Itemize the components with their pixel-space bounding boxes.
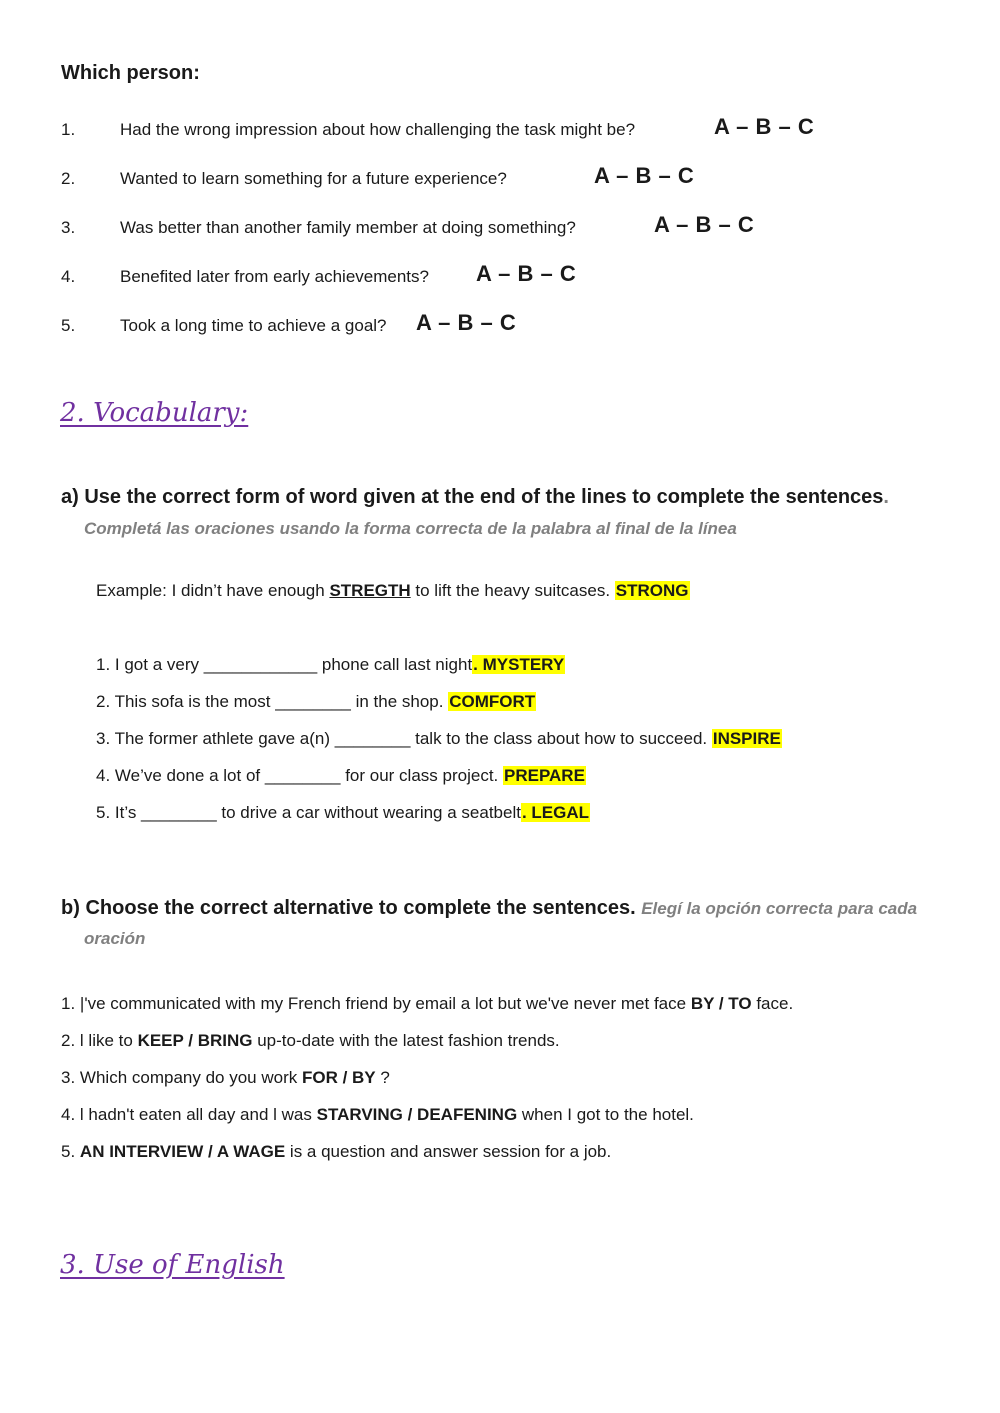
part-b-subtitle-continued: oración — [84, 929, 146, 948]
question-number: 1. — [61, 120, 76, 139]
example-answer: STREGTH — [329, 581, 411, 600]
example-prefix: Example: I didn’t have enough — [96, 581, 330, 600]
list-item[interactable] — [61, 994, 793, 1014]
section-heading-vocabulary: 2. Vocabulary: — [60, 398, 249, 428]
choice-options[interactable]: AN INTERVIEW / A WAGE — [79, 1142, 286, 1161]
keyword-highlight: . MYSTERY — [473, 655, 565, 674]
keyword-highlight: . LEGAL — [521, 803, 590, 822]
item-number: 1. — [61, 994, 76, 1013]
sentence-end: up-to-date with the latest fashion trends. — [252, 1031, 560, 1050]
sentence-text: 5. It’s ________ to drive a car without wearing a seatbelt — [96, 803, 521, 822]
question-number: 2. — [61, 169, 76, 188]
question-text: Was better than another family member at doing something? — [120, 218, 576, 237]
list-item[interactable] — [96, 766, 586, 786]
sentence-text: 1. I got a very ____________ phone call last night — [96, 655, 473, 674]
part-label: a) — [61, 486, 79, 508]
instruction-text: Use the correct form of word given at the end of the lines to complete the sentences — [84, 486, 884, 508]
part-b-subtitle: Elegí la opción correcta para cada — [641, 899, 918, 918]
instruction-period: . — [883, 486, 889, 508]
sentence-end: ? — [375, 1068, 390, 1087]
answer-options[interactable]: A – B – C — [654, 212, 755, 237]
keyword-highlight: STRONG — [615, 581, 689, 600]
question-text: Wanted to learn something for a future experience? — [120, 169, 507, 188]
section-heading-use-of-english: 3. Use of English — [60, 1250, 285, 1280]
answer-options[interactable]: A – B – C — [416, 310, 517, 335]
question-text: Had the wrong impression about how challenging the task might be? — [120, 120, 636, 139]
question-number: 5. — [61, 316, 76, 335]
example-line — [96, 581, 690, 601]
keyword-highlight: COMFORT — [449, 692, 536, 711]
list-item[interactable] — [61, 1068, 390, 1088]
question-number: 4. — [61, 267, 76, 286]
part-label: b) — [61, 897, 80, 919]
sentence-start: l like to — [79, 1031, 138, 1050]
sentence-end: face. — [751, 994, 794, 1013]
choice-options[interactable]: FOR / BY — [301, 1068, 376, 1087]
sentence-start: |'ve communicated with my French friend by email a lot but we've never met face — [79, 994, 691, 1013]
item-number: 5. — [61, 1142, 76, 1161]
list-item[interactable] — [96, 655, 565, 675]
answer-options[interactable]: A – B – C — [594, 163, 695, 188]
sentence-text: 4. We’ve done a lot of ________ for our class project. — [96, 766, 503, 785]
question-number: 3. — [61, 218, 76, 237]
item-number: 3. — [61, 1068, 76, 1087]
list-item[interactable] — [96, 803, 590, 823]
list-item[interactable] — [61, 1031, 560, 1051]
item-number: 2. — [61, 1031, 76, 1050]
question-text: Benefited later from early achievements? — [120, 267, 429, 286]
list-item[interactable] — [96, 692, 536, 712]
keyword-highlight: INSPIRE — [712, 729, 781, 748]
part-a-instruction — [61, 486, 889, 509]
sentence-start: l hadn't eaten all day and l was — [79, 1105, 317, 1124]
list-item[interactable] — [61, 1142, 611, 1162]
question-text: Took a long time to achieve a goal? — [120, 316, 387, 335]
instruction-text: Choose the correct alternative to complete the sentences. — [85, 897, 636, 919]
list-item[interactable] — [96, 729, 782, 749]
choice-options[interactable]: STARVING / DEAFENING — [316, 1105, 518, 1124]
item-number: 4. — [61, 1105, 76, 1124]
part-b-instruction — [61, 897, 917, 920]
example-suffix: to lift the heavy suitcases. — [410, 581, 615, 600]
sentence-end: is a question and answer session for a job. — [285, 1142, 612, 1161]
answer-options[interactable]: A – B – C — [476, 261, 577, 286]
sentence-start: Which company do you work — [79, 1068, 302, 1087]
list-item[interactable] — [61, 1105, 694, 1125]
answer-options[interactable]: A – B – C — [714, 114, 815, 139]
section-title-which-person: Which person: — [61, 62, 200, 84]
part-a-subtitle: Completá las oraciones usando la forma correcta de la palabra al final de la línea — [84, 519, 737, 538]
sentence-text: 2. This sofa is the most ________ in the shop. — [96, 692, 449, 711]
choice-options[interactable]: BY / TO — [690, 994, 752, 1013]
choice-options[interactable]: KEEP / BRING — [137, 1031, 253, 1050]
keyword-highlight: PREPARE — [504, 766, 585, 785]
sentence-text: 3. The former athlete gave a(n) ________ talk to the class about how to succeed. — [96, 729, 712, 748]
sentence-end: when I got to the hotel. — [517, 1105, 694, 1124]
